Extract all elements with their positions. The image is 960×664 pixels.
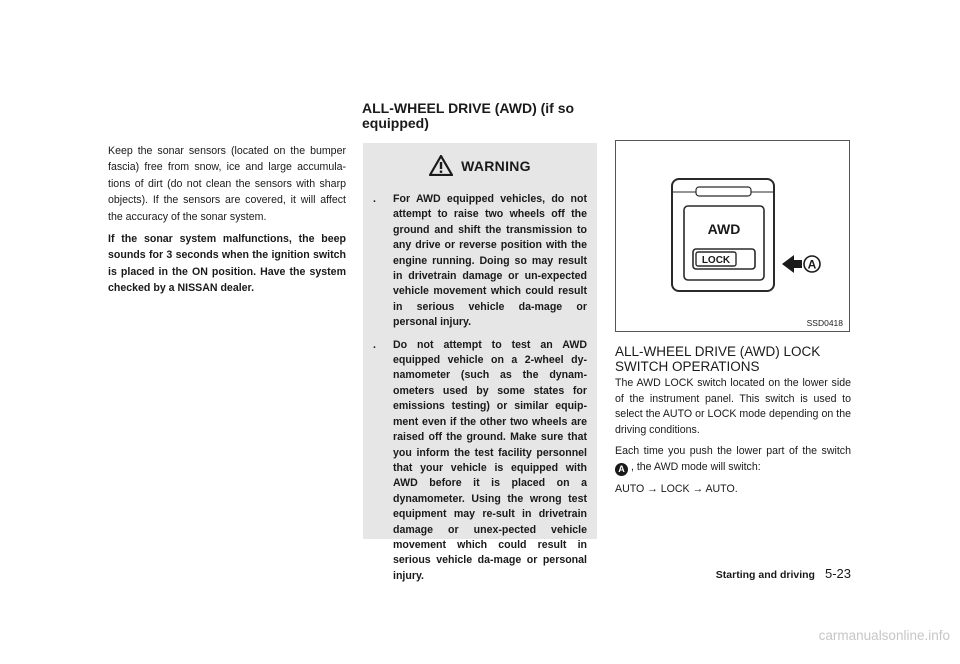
warning-title: WARNING bbox=[461, 157, 531, 174]
switch-lock-label: LOCK bbox=[701, 255, 731, 266]
sonar-malfunction-paragraph: If the sonar system malfunctions, the beep sounds for 3 seconds when the ignition switch is placed in the ON position. Have the system checked by a NISSAN dealer. bbox=[108, 233, 346, 295]
switch-awd-label: AWD bbox=[707, 221, 741, 237]
figure-code: SSD0418 bbox=[806, 318, 843, 328]
mode-sequence: AUTO → LOCK → AUTO. bbox=[615, 482, 738, 495]
warning-box bbox=[363, 143, 597, 582]
list-bullet: . bbox=[373, 338, 376, 351]
awd-section-title: ALL-WHEEL DRIVE (AWD) (if so equipped) bbox=[362, 100, 575, 131]
list-bullet: . bbox=[373, 193, 376, 205]
lock-text-column bbox=[615, 376, 851, 503]
warning-triangle-icon bbox=[429, 155, 453, 176]
page-footer bbox=[709, 566, 851, 581]
callout-a-label: A bbox=[807, 257, 817, 272]
warning-item-text: For AWD equipped vehicles, do not attempt to raise two wheels off the ground and shift the transmission to any drive or reverse position with the engine running. Doing so may result in drivetrain damage or un-expected vehicle movement which could result in serious vehicle da-mage or personal injury. bbox=[393, 193, 587, 329]
lock-mode-text-after: , the AWD mode will switch: bbox=[630, 460, 761, 473]
warning-item-text: Do not attempt to test an AWD equipped vehicle on a 2-wheel dy-namometer (such as the dynam-ometers used by some states for emissions testing) or similar equip-ment even if the other two wheels are raised off the ground. Make sure that you inform the test facility personnel that your vehicle is equipped with AWD before it is placed on a dynamometer. Using the wrong test equipment may re-sult in drivetrain damage or unex-pected vehicle movement which could result in serious vehicle da-mage or personal injury. bbox=[393, 338, 587, 582]
lock-description-paragraph: The AWD LOCK switch located on the lower side of the instrument panel. This switch is used to select the AUTO or LOCK mode depending on the driving conditions. bbox=[615, 377, 851, 436]
warning-list bbox=[373, 192, 587, 584]
lock-mode-paragraph bbox=[615, 444, 851, 476]
warning-item bbox=[373, 338, 587, 585]
awd-switch-illustration bbox=[616, 141, 849, 331]
awd-switch-figure bbox=[615, 140, 850, 332]
page-number: 5-23 bbox=[824, 566, 851, 581]
warning-item bbox=[373, 192, 587, 331]
sonar-care-paragraph: Keep the sonar sensors (located on the bumper fascia) free from snow, ice and large accumula-tions of dirt (do not clean the sensors with sharp objects). If the sensors are covered, it will affect the accuracy of the sonar system. bbox=[108, 145, 346, 223]
footer-section-name: Starting and driving bbox=[715, 569, 815, 581]
sonar-text-column bbox=[108, 143, 346, 303]
warning-header bbox=[373, 155, 587, 176]
callout-arrow-icon bbox=[782, 255, 802, 273]
watermark: carmanualsonline.info bbox=[818, 628, 950, 643]
lock-section-title: ALL-WHEEL DRIVE (AWD) LOCK SWITCH OPERATIONS bbox=[615, 344, 821, 374]
lock-mode-text-before: Each time you push the lower part of the switch bbox=[615, 445, 851, 457]
callout-a-badge: A bbox=[615, 463, 628, 476]
